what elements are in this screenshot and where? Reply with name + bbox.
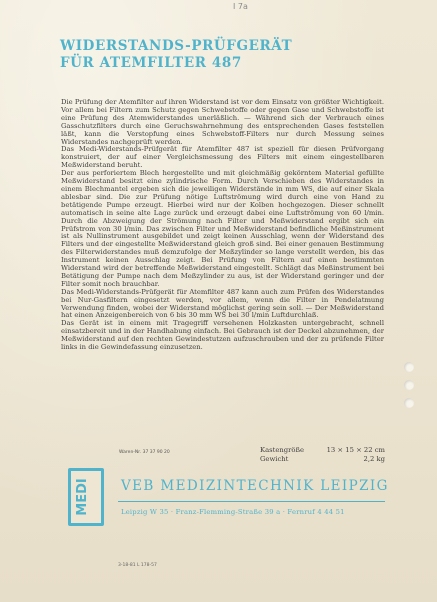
medi-logo (68, 468, 104, 526)
paragraph: Das Medi-Widerstands-Prüfgerät für Atemfilter 487 ist speziell für diesen Prüfvorgang konstruiert, der auf einer Vergleichsmessung des Filters mit einem eingestellbaren Meßwiderstand beruht. (61, 145, 384, 170)
size-value: 13 × 15 × 22 cm (326, 446, 385, 454)
spec-row-weight (260, 455, 385, 464)
divider (118, 501, 385, 502)
punch-hole (404, 380, 414, 390)
paragraph: Die Prüfung der Atemfilter auf ihren Widerstand ist vor dem Einsatz von größter Wichtigkeit. Vor allem bei Filtern zum Schutz gegen Schwebstoffe oder gegen Gase und Schwebstoffe ist eine Prüfung des Atemwiderstandes unerläßlich. — Während sich der Verbrauch eines Gasschutzfilters durch eine Geruchswahrnehmung des entsprechenden Gases feststellen läßt, kann die Verstopfung eines Schwebstoff-Filters nur durch Messung seines Widerstandes nachgeprüft werden. (61, 98, 384, 146)
article-number: Waren-Nr. 37 37 90 20 (119, 450, 170, 455)
print-code: 3-18-81 L 178-57 (118, 563, 157, 568)
punch-hole (404, 362, 414, 372)
punch-hole (404, 398, 414, 408)
title-line-1: WIDERSTANDS-PRÜFGERÄT (60, 38, 293, 54)
weight-label: Gewicht (260, 454, 289, 463)
logo-text: MEDI (75, 478, 90, 516)
paragraph: Das Medi-Widerstands-Prüfgerät für Atemfilter 487 kann auch zum Prüfen des Widerstandes bei Nur-Gasfiltern eingesetzt werden, vor allem, wenn die Filter in Pendelatmung Verwendung finden, wobei der Widerstand möglichst gering sein soll. — Der Meßwiderstand hat einen Anzeigenbereich von 6 bis 30 mm WS bei 30 l/min Luftdurchlaß. (61, 287, 384, 320)
title-line-2: FÜR ATEMFILTER 487 (60, 55, 242, 71)
pencil-mark: I 7a (233, 2, 248, 11)
body-text (61, 99, 384, 352)
size-label: Kastengröße (260, 446, 305, 454)
paragraph: Das Gerät ist in einem mit Tragegriff versehenen Holzkasten untergebracht, schnell einsatzbereit und in der Handhabung einfach. Bei Gebrauch ist der Deckel abzunehmen, der Meßwiderstand auf den rechten Gewindestutzen aufzuschrauben und der zu prüfende Filter links in die Gewindefassung einzusetzen. (61, 319, 384, 352)
company-name: VEB MEDIZINTECHNIK LEIPZIG (121, 478, 389, 494)
specs (260, 446, 385, 463)
paragraph: Der aus perforiertem Blech hergestellte und mit gleichmäßig gekörntem Material gefüllte Meßwiderstand besitzt eine zylindrische Form. Durch Verschieben des Widerstandes in einem Blechmantel ergeben sich die jeweiligen Widerstände in mm WS, die auf einer Skala ablesbar sind. Die zur Prüfung nötige Luftströmung wird durch eine von Hand zu betätigende Pumpe erzeugt. Hierbei wird nur der Kolben hochgezogen. Dieser schnellt automatisch in seine alte Lage zurück und erzeugt dabei eine Luftströmung von 60 l/min. Durch die Abzweigung der Strömung nach Filter und Meßwiderstand ergibt sich ein Prüfstrom von 30 l/min. Das zwischen Filter und Meßwiderstand befindliche Meßinstrument ist als Nullinstrument ausgebildet und zeigt keinen Ausschlag, wenn der Widerstand des Filters und der eingestellte Meßwiderstand gleich groß sind. Bei einer genauen Bestimmung des Filterwiderstandes muß demzufolge der Meßzylinder so lange verstellt werden, bis das Instrument keinen Ausschlag zeigt. Bei Prüfung von Filtern auf einen bestimmten Widerstand wird der betreffende Meßwiderstand eingestellt. Schlägt das Meßinstrument bei Betätigung der Pumpe nach dem Meßzylinder zu aus, ist der Widerstand geringer und der Filter somit noch brauchbar. (61, 169, 384, 288)
weight-value: 2,2 kg (363, 454, 385, 463)
spec-row-size (260, 446, 385, 455)
medi-logo-mark (71, 471, 101, 523)
company-address: Leipzig W 35 · Franz-Flemming-Straße 39 a · Fernruf 4 44 51 (121, 508, 345, 516)
document-title (60, 38, 400, 72)
